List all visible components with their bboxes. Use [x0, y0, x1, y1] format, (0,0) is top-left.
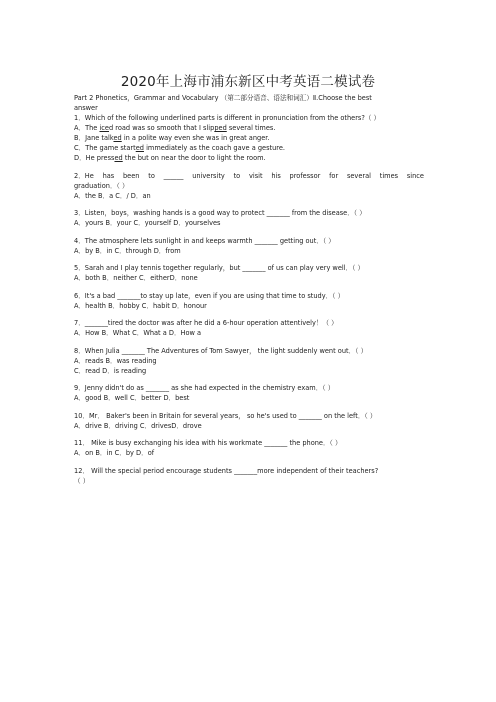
q8-stem: 8．When Julia _______ The Adventures of Tom Sawyer， the light suddenly went out．（ ）: [74, 346, 368, 355]
q10-options: A．drive B．driving C．drivesD．drove: [74, 421, 202, 430]
section-intro-cont: answer: [74, 104, 98, 112]
q7-options: A．How B．What C．What a D．How a: [74, 329, 202, 337]
q9-stem: 9．Jenny didn't do as _______ as she had expected in the chemistry exam．（ ）: [74, 384, 335, 392]
q5-stem: 5．Sarah and I play tennis together regularly，but _______ of us can play very well．（ ）: [74, 264, 365, 272]
q2-options: A．the B．a C．/ D．an: [74, 191, 151, 200]
page-title: 2020年上海市浦东新区中考英语二模试卷: [120, 74, 376, 90]
q1-option-a: A．The iced road was so smooth that I slipped several times.: [74, 124, 276, 132]
exam-content: [74, 93, 424, 486]
q1-option-c: C．The game started immediately as the coach gave a gesture.: [74, 144, 285, 152]
q1-stem: 1．Which of the following underlined parts is different in pronunciation from the others?（ ）: [74, 114, 381, 122]
q4-stem: 4．The atmosphere lets sunlight in and keeps warmth _______ getting out．（ ）: [74, 236, 335, 245]
q12-stem: 12． Will the special period encourage students _______more independent of their teachers?: [74, 466, 379, 475]
q11-stem: 11． Mike is busy exchanging his idea with his workmate _______ the phone．（ ）: [74, 439, 342, 447]
q8-options-ab: A．reads B．was reading: [74, 356, 157, 365]
q6-options: A．health B．hobby C．habit D．honour: [74, 301, 207, 310]
q11-options: A．on B．in C．by D．of: [74, 449, 155, 457]
q8-options-cd: C．read D．is reading: [74, 366, 147, 375]
q12-stem-cont: （ ）: [74, 476, 90, 485]
q1-option-d: D．He pressed the but on near the door to light the room.: [74, 154, 266, 162]
q10-stem: 10．Mr． Baker's been in Britain for several years， so he's used to _______ on the left．（ ）: [74, 411, 377, 420]
q1-option-b: B．Jane talked in a polite way even she was in great anger.: [74, 134, 270, 142]
q7-stem: 7．_______tired the doctor was after he did a 6-hour operation attentively！（ ）: [74, 319, 338, 327]
q4-options: A．by B．in C．through D．from: [74, 246, 181, 255]
q2-stem: 2．He has been to ______ university to visit his professor for several times since: [74, 171, 424, 180]
q3-stem: 3．Listen，boys，washing hands is a good way to protect _______ from the disease．（ ）: [74, 209, 366, 217]
q6-stem: 6．It's a bad _______to stay up late，even if you are using that time to study．（ ）: [74, 291, 345, 300]
q9-options: A．good B．well C．better D．best: [74, 394, 190, 402]
q5-options: A．both B．neither C．eitherD．none: [74, 274, 198, 282]
q3-options: A．yours B．your C．yourself D．yourselves: [74, 219, 221, 227]
section-intro: Part 2 Phonetics，Grammar and Vocabulary （第二部分语音、语法和词汇）Ⅱ.Choose the best: [74, 94, 372, 102]
q2-stem-cont: graduation．（ ）: [74, 181, 129, 190]
